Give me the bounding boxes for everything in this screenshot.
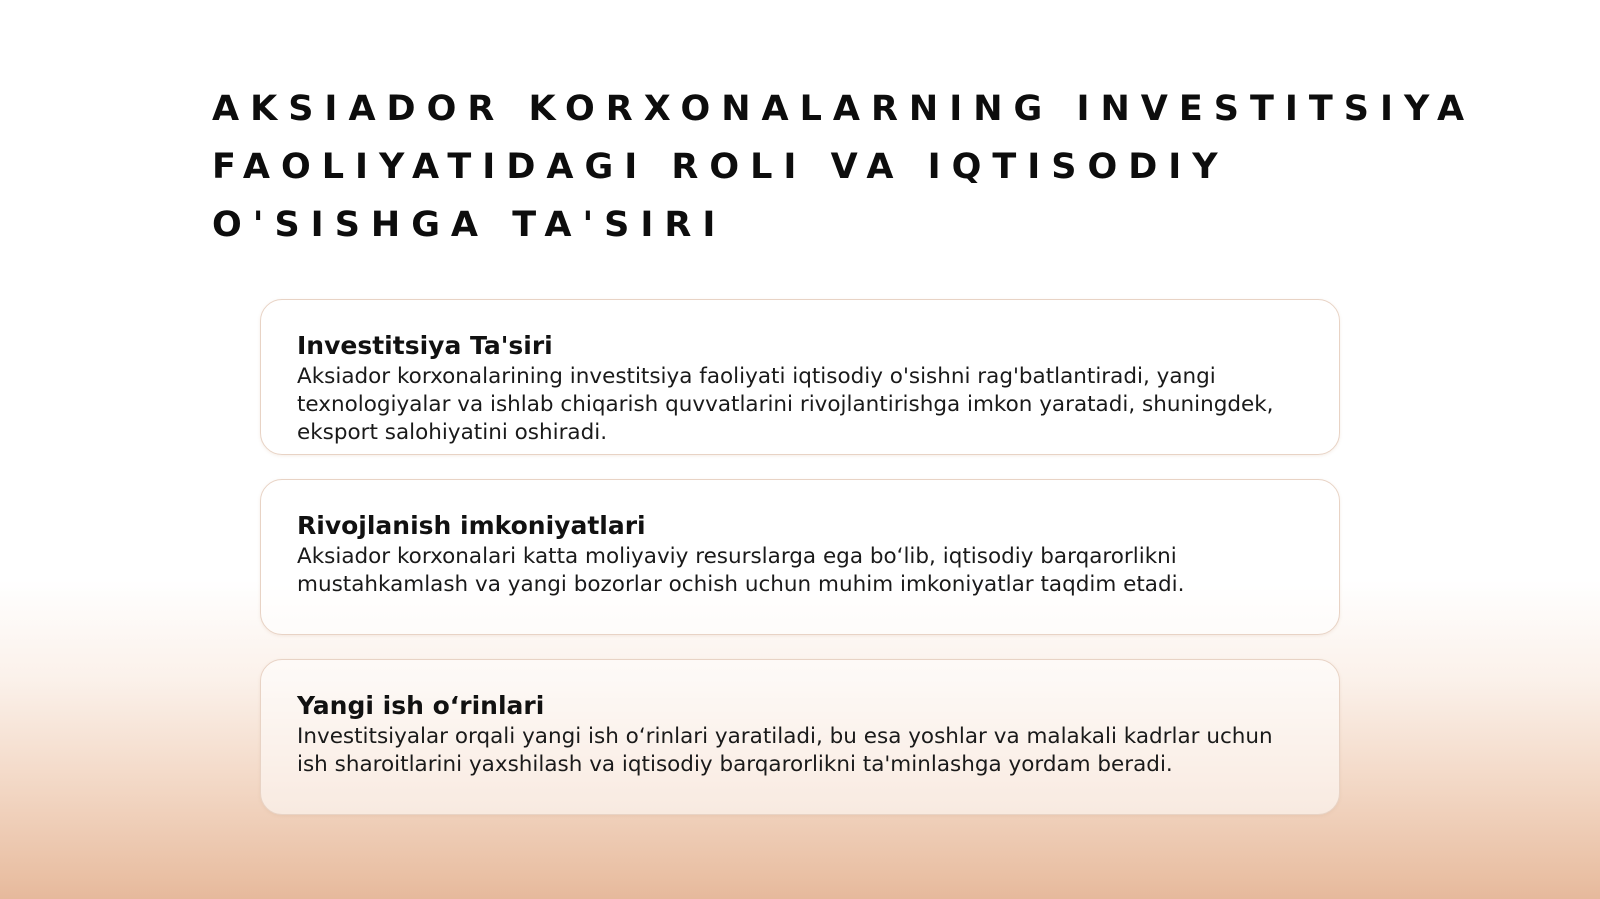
card-heading: Rivojlanish imkoniyatlari xyxy=(297,511,646,540)
title-line-2: FAOLIYATIDAGI ROLI VA IQTISODIY xyxy=(212,147,1229,187)
card-heading: Investitsiya Ta'siri xyxy=(297,331,553,360)
card-text: Investitsiyalar orqali yangi ish o‘rinlari yaratiladi, bu esa yoshlar va malakali kadrlar uchun ish sharoitlarini yaxshilash va iqtisodiy barqarorlikni ta'minlashga yordam beradi. xyxy=(297,724,1273,777)
title-line-3: O'SISHGA TA'SIRI xyxy=(212,205,727,245)
page-title xyxy=(212,80,1512,254)
card-heading: Yangi ish o‘rinlari xyxy=(297,691,545,720)
card-new-jobs xyxy=(260,659,1340,815)
title-line-1: AKSIADOR KORXONALARNING INVESTITSIYA xyxy=(212,89,1476,129)
card-list xyxy=(260,299,1340,839)
card-investment-impact xyxy=(260,299,1340,455)
card-development-opportunities xyxy=(260,479,1340,635)
card-text: Aksiador korxonalari katta moliyaviy resurslarga ega bo‘lib, iqtisodiy barqarorlikni mustahkamlash va yangi bozorlar ochish uchun muhim imkoniyatlar taqdim etadi. xyxy=(297,544,1185,597)
card-text: Aksiador korxonalarining investitsiya faoliyati iqtisodiy o'sishni rag'batlantiradi, yangi texnologiyalar va ishlab chiqarish quvvatlarini rivojlantirishga imkon yaratadi, shuningdek, eksport salohiyatini oshiradi. xyxy=(297,364,1274,445)
